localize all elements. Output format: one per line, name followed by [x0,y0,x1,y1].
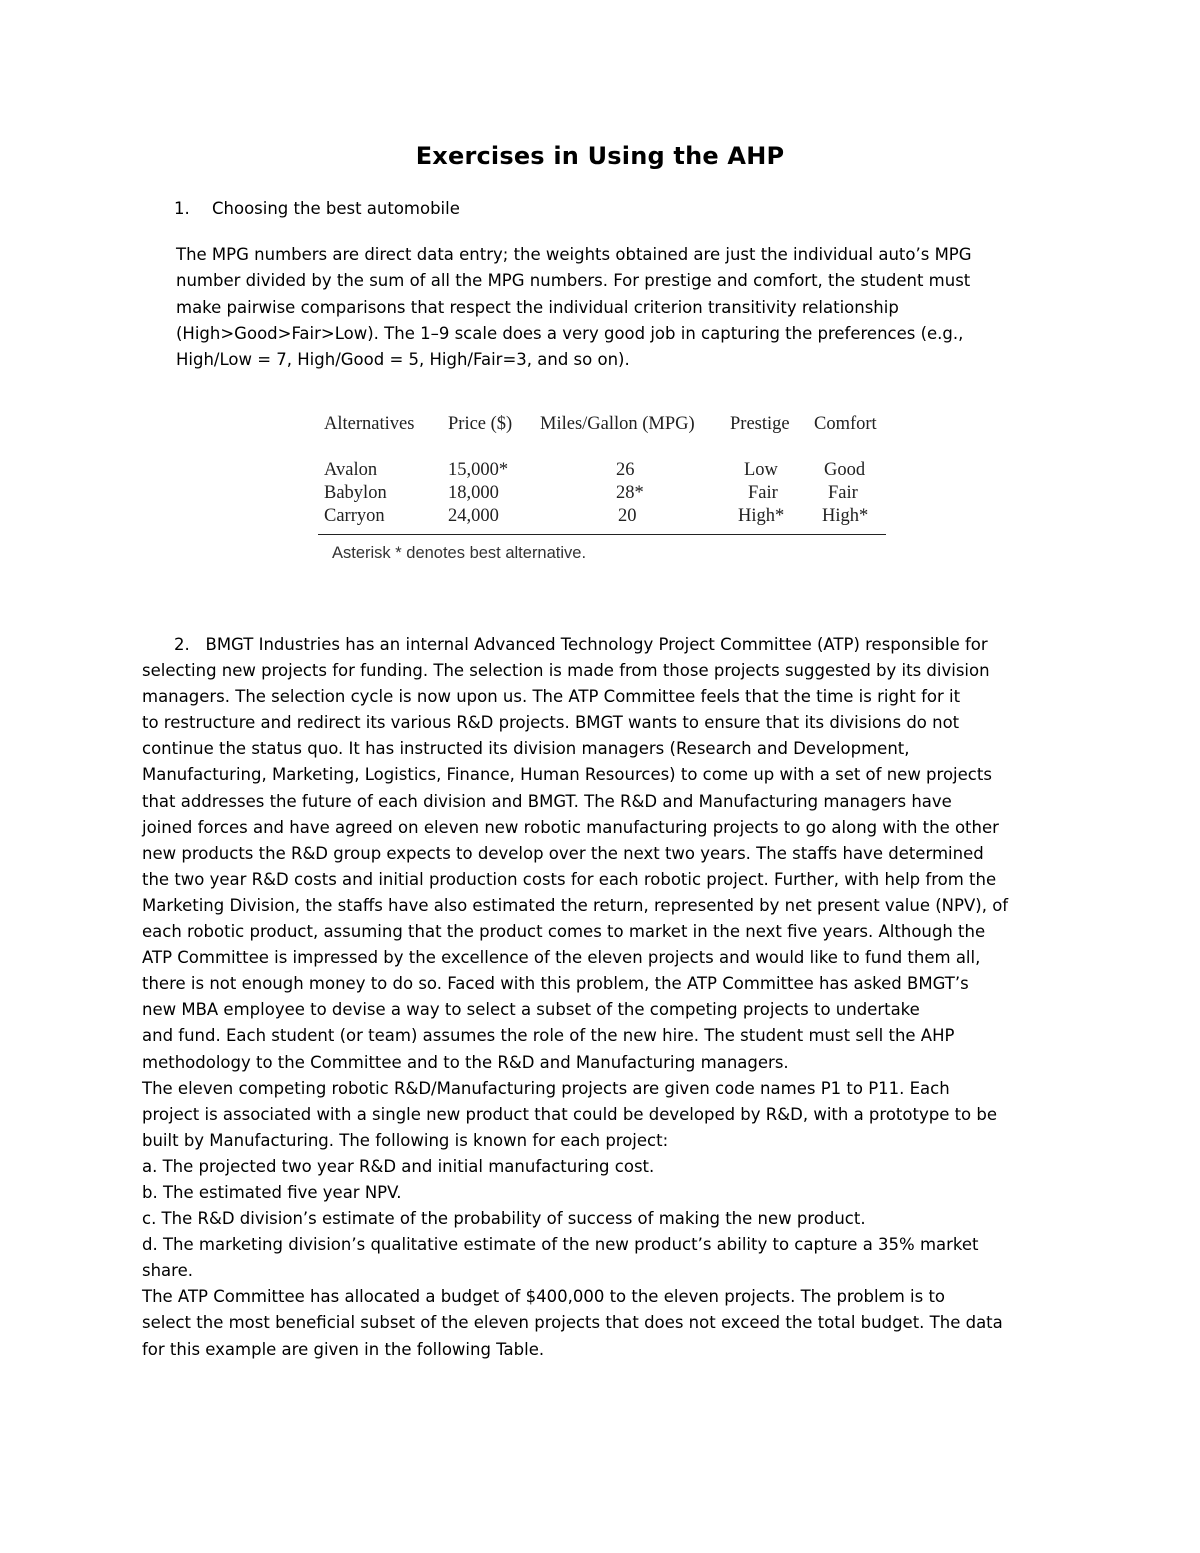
table-header-cell: Miles/Gallon (MPG) [540,414,695,434]
list-item-a: a. The projected two year R&D and initial manufacturing cost. [142,1156,655,1176]
section1-heading [174,199,460,218]
table-note: Asterisk * denotes best alternative. [332,544,587,562]
table-cell: Low [744,460,778,480]
paragraph-line: managers. The selection cycle is now upon us. The ATP Committee feels that the time is right for it [142,687,961,707]
table-header-cell: Price ($) [448,414,513,434]
paragraph-line: High/Low = 7, High/Good = 5, High/Fair=3, and so on). [176,350,630,370]
table-cell: High* [822,506,869,526]
section1-heading-text: Choosing the best automobile [212,199,460,218]
table-cell: 24,000 [448,506,499,526]
paragraph-line: The ATP Committee has allocated a budget of $400,000 to the eleven projects. The problem is to [142,1287,946,1307]
table-cell: Fair [748,483,778,503]
paragraph-line: share. [142,1261,193,1281]
table-cell: Good [824,460,866,480]
table-header-cell: Alternatives [324,414,415,434]
table-cell: 15,000* [448,460,509,480]
table-cell: Fair [828,483,858,503]
paragraph-line: project is associated with a single new product that could be developed by R&D, with a prototype to be [142,1104,998,1124]
paragraph-line: and fund. Each student (or team) assumes the role of the new hire. The student must sell the AHP [142,1026,955,1046]
paragraph-line [142,632,1072,658]
paragraph-line: the two year R&D costs and initial production costs for each robotic project. Further, with help from the [142,869,997,889]
paragraph-line: for this example are given in the following Table. [142,1339,545,1359]
paragraph-line: The MPG numbers are direct data entry; the weights obtained are just the individual auto’s MPG [176,245,972,264]
table-header-row [318,414,888,444]
table-row [318,506,888,529]
table-header-cell: Prestige [730,414,790,434]
table-bottom-rule [318,534,886,535]
paragraph-line: selecting new projects for funding. The selection is made from those projects suggested by its division [142,661,990,681]
paragraph-line: new MBA employee to devise a way to select a subset of the competing projects to undertake [142,1000,920,1020]
paragraph-line: methodology to the Committee and to the R&D and Manufacturing managers. [142,1052,789,1072]
table-cell: Avalon [324,460,378,480]
page-title: Exercises in Using the AHP [415,142,785,170]
paragraph-line: that addresses the future of each division and BMGT. The R&D and Manufacturing managers have [142,791,952,811]
table-cell: 28* [616,483,644,503]
paragraph-line: Marketing Division, the staffs have also estimated the return, represented by net present value (NPV), of [142,895,1009,915]
table-cell: 26 [616,460,635,480]
paragraph-line: to restructure and redirect its various R&D projects. BMGT wants to ensure that its divisions do not [142,713,960,733]
paragraph-line: number divided by the sum of all the MPG numbers. For prestige and comfort, the student must [176,271,971,291]
paragraph-line: each robotic product, assuming that the product comes to market in the next five years. Although the [142,922,986,942]
paragraph-line: ATP Committee is impressed by the excellence of the eleven projects and would like to fund them all, [142,948,981,968]
paragraph-line: make pairwise comparisons that respect the individual criterion transitivity relationship [176,297,899,317]
paragraph-line: The eleven competing robotic R&D/Manufacturing projects are given code names P1 to P11. Each [142,1078,950,1098]
section2-number: 2. [174,635,190,654]
section1-number: 1. [174,199,190,218]
paragraph-line: joined forces and have agreed on eleven new robotic manufacturing projects to go along with the other [142,817,999,837]
table-cell: 20 [618,506,637,526]
list-item-c: c. The R&D division’s estimate of the probability of success of making the new product. [142,1209,866,1229]
section2-paragraph [142,632,1072,1363]
table-cell: Babylon [324,483,387,503]
automobile-table [318,414,888,562]
paragraph-line: new products the R&D group expects to develop over the next two years. The staffs have determined [142,843,984,863]
table-row [318,483,888,506]
table-row [318,460,888,483]
list-item-d: d. The marketing division’s qualitative estimate of the new product’s ability to capture a 35% market [142,1235,979,1255]
section1-paragraph [176,242,1056,373]
paragraph-line: Manufacturing, Marketing, Logistics, Finance, Human Resources) to come up with a set of new projects [142,765,992,785]
table-cell: 18,000 [448,483,499,503]
paragraph-line: (High>Good>Fair>Low). The 1–9 scale does a very good job in capturing the preferences (e.g., [176,323,964,343]
paragraph-line: built by Manufacturing. The following is known for each project: [142,1130,669,1150]
table-cell: Carryon [324,506,385,526]
list-item-b: b. The estimated five year NPV. [142,1182,402,1202]
paragraph-line: there is not enough money to do so. Faced with this problem, the ATP Committee has asked BMGT’s [142,974,969,994]
paragraph-line-text: BMGT Industries has an internal Advanced Technology Project Committee (ATP) responsible for [205,635,988,654]
paragraph-line: select the most beneficial subset of the eleven projects that does not exceed the total budget. The data [142,1313,1003,1333]
paragraph-line: continue the status quo. It has instructed its division managers (Research and Development, [142,739,910,759]
table-header-cell: Comfort [814,414,877,434]
table-cell: High* [738,506,785,526]
